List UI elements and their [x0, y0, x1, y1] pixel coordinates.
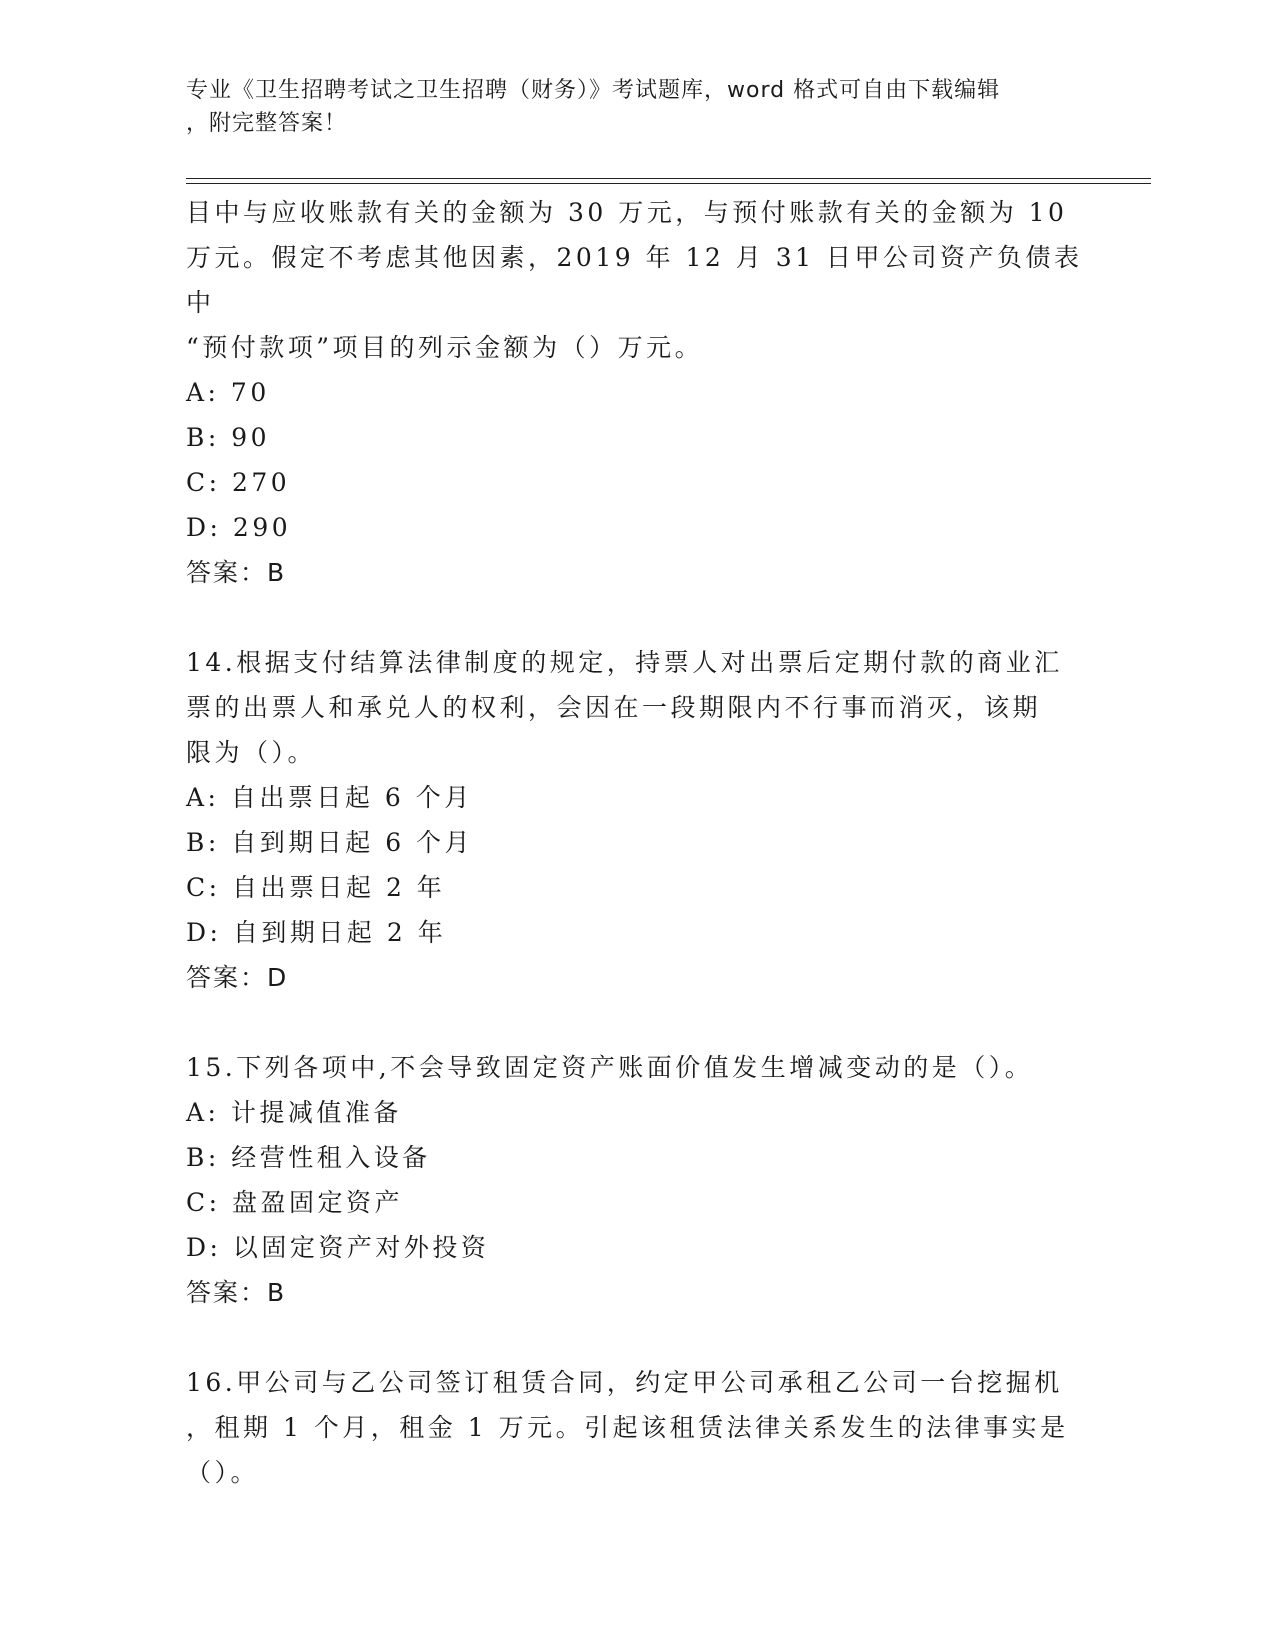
option-c: C: 盘盈固定资产 — [186, 1188, 403, 1217]
question-text-line: “预付款项”项目的列示金额为（）万元。 — [186, 333, 704, 362]
option-b: B: 90 — [186, 423, 271, 452]
option-a: A: 70 — [186, 378, 270, 407]
document-body — [186, 190, 1086, 1495]
question-text-line: 14.根据支付结算法律制度的规定，持票人对出票后定期付款的商业汇 — [186, 648, 1063, 677]
answer-line: 答案：D — [186, 963, 289, 992]
header-line-1: 专业《卫生招聘考试之卫生招聘（财务）》考试题库，word 格式可自由下载编辑 — [186, 78, 1001, 103]
header-line-2: ，附完整答案！ — [186, 111, 348, 136]
option-c: C: 自出票日起 2 年 — [186, 873, 446, 902]
header-rule-top — [186, 178, 1151, 179]
option-d: D: 自到期日起 2 年 — [186, 918, 447, 947]
spacer — [186, 595, 1086, 640]
question-16 — [186, 1360, 1086, 1495]
option-d: D: 以固定资产对外投资 — [186, 1233, 490, 1262]
question-text-line: 限为（）。 — [186, 738, 317, 767]
question-text-line: （）。 — [186, 1458, 260, 1487]
answer-line: 答案：B — [186, 1278, 287, 1307]
option-b: B: 经营性租入设备 — [186, 1143, 431, 1172]
question-text-line: 目中与应收账款有关的金额为 30 万元，与预付账款有关的金额为 10 — [186, 198, 1068, 227]
option-a: A: 计提减值准备 — [186, 1098, 402, 1127]
option-b: B: 自到期日起 6 个月 — [186, 828, 474, 857]
question-13 — [186, 190, 1086, 595]
spacer — [186, 1000, 1086, 1045]
question-text-line: 万元。假定不考虑其他因素，2019 年 12 月 31 日甲公司资产负债表中 — [186, 243, 1083, 317]
question-14 — [186, 640, 1086, 1000]
document-header — [186, 74, 1086, 140]
answer-line: 答案：B — [186, 558, 287, 587]
question-15 — [186, 1045, 1086, 1315]
question-text-line: 16.甲公司与乙公司签订租赁合同，约定甲公司承租乙公司一台挖掘机 — [186, 1368, 1063, 1397]
spacer — [186, 1315, 1086, 1360]
question-text-line: ，租期 1 个月，租金 1 万元。引起该租赁法律关系发生的法律事实是 — [186, 1413, 1069, 1442]
question-text-line: 15.下列各项中,不会导致固定资产账面价值发生增减变动的是（）。 — [186, 1053, 1034, 1082]
header-rule-bottom — [186, 183, 1151, 184]
option-c: C: 270 — [186, 468, 291, 497]
question-text-line: 票的出票人和承兑人的权利，会因在一段期限内不行事而消灭，该期 — [186, 693, 1042, 722]
option-d: D: 290 — [186, 513, 292, 542]
option-a: A: 自出票日起 6 个月 — [186, 783, 473, 812]
